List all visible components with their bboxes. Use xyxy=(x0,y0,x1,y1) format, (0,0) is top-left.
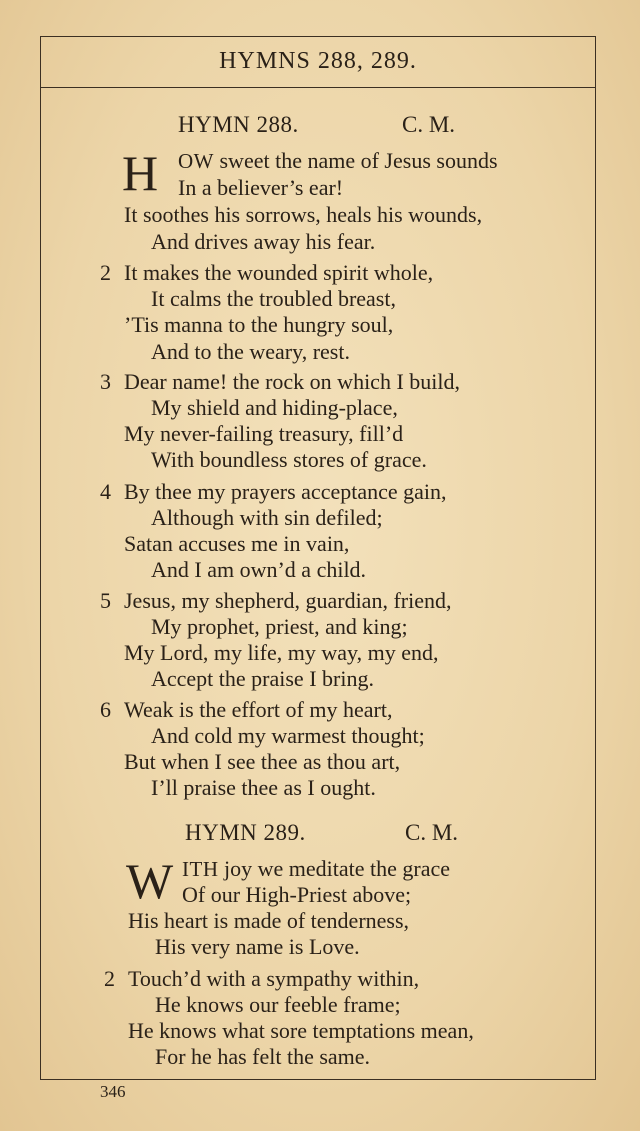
verse-line: Touch’d with a sympathy within, xyxy=(128,966,420,991)
running-head: HYMNS 288, 289. xyxy=(219,48,417,74)
small-caps: OW xyxy=(178,149,214,173)
verse-line: He knows what sore temptations mean, xyxy=(128,1018,474,1043)
drop-cap: W xyxy=(126,853,174,909)
hymn-meter: C. M. xyxy=(402,112,456,137)
hymn-meter: C. M. xyxy=(405,820,459,845)
verse-line: Weak is the effort of my heart, xyxy=(124,697,393,722)
verse-line: Jesus, my shepherd, guardian, friend, xyxy=(124,588,452,613)
verse-line: My Lord, my life, my way, my end, xyxy=(124,640,439,665)
verse-line: In a believer’s ear! xyxy=(178,175,344,200)
page-number: 346 xyxy=(100,1082,126,1101)
verse-line: My never-failing treasury, fill’d xyxy=(124,421,404,446)
verse-number: 5 xyxy=(100,588,111,613)
verse-line: It makes the wounded spirit whole, xyxy=(124,260,434,285)
verse-line: With boundless stores of grace. xyxy=(151,447,427,472)
verse-number: 2 xyxy=(100,260,111,285)
verse-line: And cold my warmest thought; xyxy=(151,723,425,748)
verse-line: His very name is Love. xyxy=(155,934,360,959)
verse-line: My shield and hiding-place, xyxy=(151,395,398,420)
verse-line: I’ll praise thee as I ought. xyxy=(151,775,376,800)
hymn-title: HYMN 289. xyxy=(185,820,306,845)
verse-line: Accept the praise I bring. xyxy=(151,666,374,691)
verse-line: And I am own’d a child. xyxy=(151,557,367,582)
verse-line xyxy=(182,858,450,880)
verse-line: Although with sin defiled; xyxy=(151,505,383,530)
verse-line: Of our High-Priest above; xyxy=(182,882,412,907)
header-rule xyxy=(40,87,596,88)
verse-line: But when I see thee as thou art, xyxy=(124,749,401,774)
verse-line: Dear name! the rock on which I build, xyxy=(124,369,460,394)
drop-cap: H xyxy=(122,145,159,201)
verse-line: And to the weary, rest. xyxy=(151,339,350,364)
verse-number: 6 xyxy=(100,697,111,722)
line-text: joy we meditate the grace xyxy=(218,856,451,881)
verse-number: 3 xyxy=(100,369,111,394)
verse-line: And drives away his fear. xyxy=(151,229,376,254)
verse-number: 2 xyxy=(104,966,115,991)
verse-line: For he has felt the same. xyxy=(155,1044,371,1069)
verse-line: ’Tis manna to the hungry soul, xyxy=(124,312,394,337)
verse-line: His heart is made of tenderness, xyxy=(128,908,410,933)
small-caps: ITH xyxy=(182,857,219,881)
verse-line xyxy=(178,150,498,172)
hymn-title: HYMN 288. xyxy=(178,112,299,137)
verse-number: 4 xyxy=(100,479,111,504)
verse-line: My prophet, priest, and king; xyxy=(151,614,408,639)
verse-line: He knows our feeble frame; xyxy=(155,992,401,1017)
verse-line: Satan accuses me in vain, xyxy=(124,531,350,556)
verse-line: It calms the troubled breast, xyxy=(151,286,396,311)
line-text: sweet the name of Jesus sounds xyxy=(214,148,498,173)
verse-line: By thee my prayers acceptance gain, xyxy=(124,479,447,504)
verse-line: It soothes his sorrows, heals his wounds, xyxy=(124,202,483,227)
